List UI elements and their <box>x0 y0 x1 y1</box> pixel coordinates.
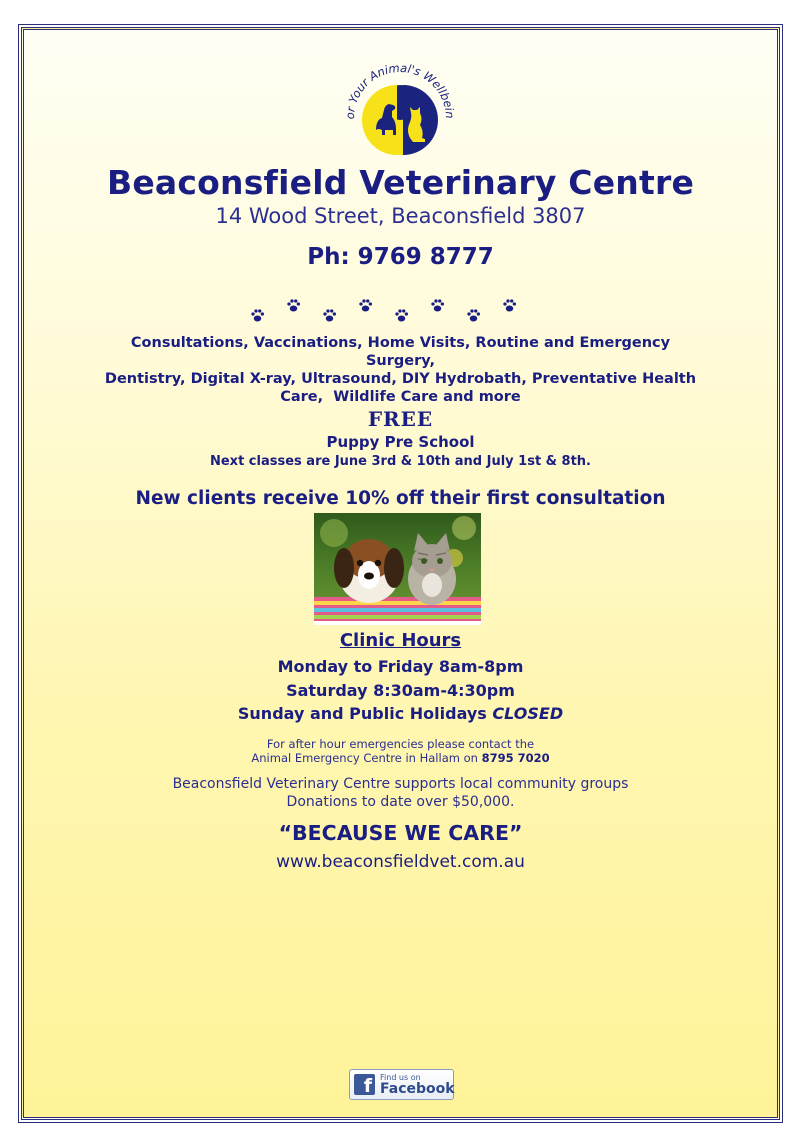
community-support <box>24 775 777 811</box>
paw-print-icon <box>466 308 481 323</box>
emergency-phone: 8795 7020 <box>481 751 550 765</box>
new-client-offer: New clients receive 10% off their first consultation <box>135 488 666 509</box>
clinic-phone: Ph: 9769 8777 <box>307 244 494 270</box>
hours-weekday: Monday to Friday 8am-8pm <box>277 657 524 676</box>
puppy-and-kitten-photo <box>314 513 481 625</box>
website-link[interactable]: www.beaconsfieldvet.com.au <box>276 852 525 872</box>
emergency-line-1: For after hour emergencies please contact the <box>266 737 535 751</box>
community-line-1: Beaconsfield Veterinary Centre supports local community groups <box>172 776 629 792</box>
emergency-line-2 <box>24 751 777 765</box>
puppy-school-name: Puppy Pre School <box>326 433 475 451</box>
paw-print-icon <box>502 298 517 313</box>
services-line-2: Dentistry, Digital X-ray, Ultrasound, DIY Hydrobath, Preventative Health <box>104 371 697 387</box>
clinic-name: Beaconsfield Veterinary Centre <box>106 163 695 202</box>
clinic-hours-title: Clinic Hours <box>339 630 462 651</box>
emergency-centre-text: Animal Emergency Centre in Hallam on <box>251 751 482 765</box>
tagline: “BECAUSE WE CARE” <box>278 821 523 845</box>
paw-print-icon <box>250 308 265 323</box>
services-list <box>24 334 777 406</box>
puppy-school-dates: Next classes are June 3rd & 10th and July 1st & 8th. <box>209 454 591 469</box>
paw-print-icon <box>430 298 445 313</box>
paw-print-icon <box>322 308 337 323</box>
paw-print-icon <box>394 308 409 323</box>
community-line-2: Donations to date over $50,000. <box>286 794 515 810</box>
services-line-1: Consultations, Vaccinations, Home Visits, Routine and Emergency Surgery, <box>130 335 671 369</box>
clinic-address: 14 Wood Street, Beaconsfield 3807 <box>215 204 586 228</box>
free-heading: FREE <box>367 407 434 431</box>
hours-sunday <box>24 704 777 723</box>
paw-print-row <box>250 296 550 330</box>
logo-ring-text: or Your Animal's Wellbein <box>342 60 458 120</box>
clinic-logo <box>330 48 470 168</box>
hours-saturday: Saturday 8:30am-4:30pm <box>286 681 515 700</box>
facebook-badge-label: Facebook <box>380 1081 455 1097</box>
services-line-3: Care, Wildlife Care and more <box>280 389 521 405</box>
flyer-page <box>21 27 780 1120</box>
paw-print-icon <box>286 298 301 313</box>
after-hours-emergency <box>24 737 777 765</box>
paw-print-icon <box>358 298 373 313</box>
facebook-badge-small-text: Find us on <box>380 1073 421 1082</box>
flyer-content <box>24 30 777 1117</box>
facebook-icon: f <box>354 1074 375 1095</box>
facebook-badge[interactable] <box>349 1069 454 1100</box>
hours-sunday-label: Sunday and Public Holidays <box>237 704 493 723</box>
hours-sunday-status: CLOSED <box>492 704 564 723</box>
dog-and-cat-yin-yang-logo <box>330 48 470 168</box>
